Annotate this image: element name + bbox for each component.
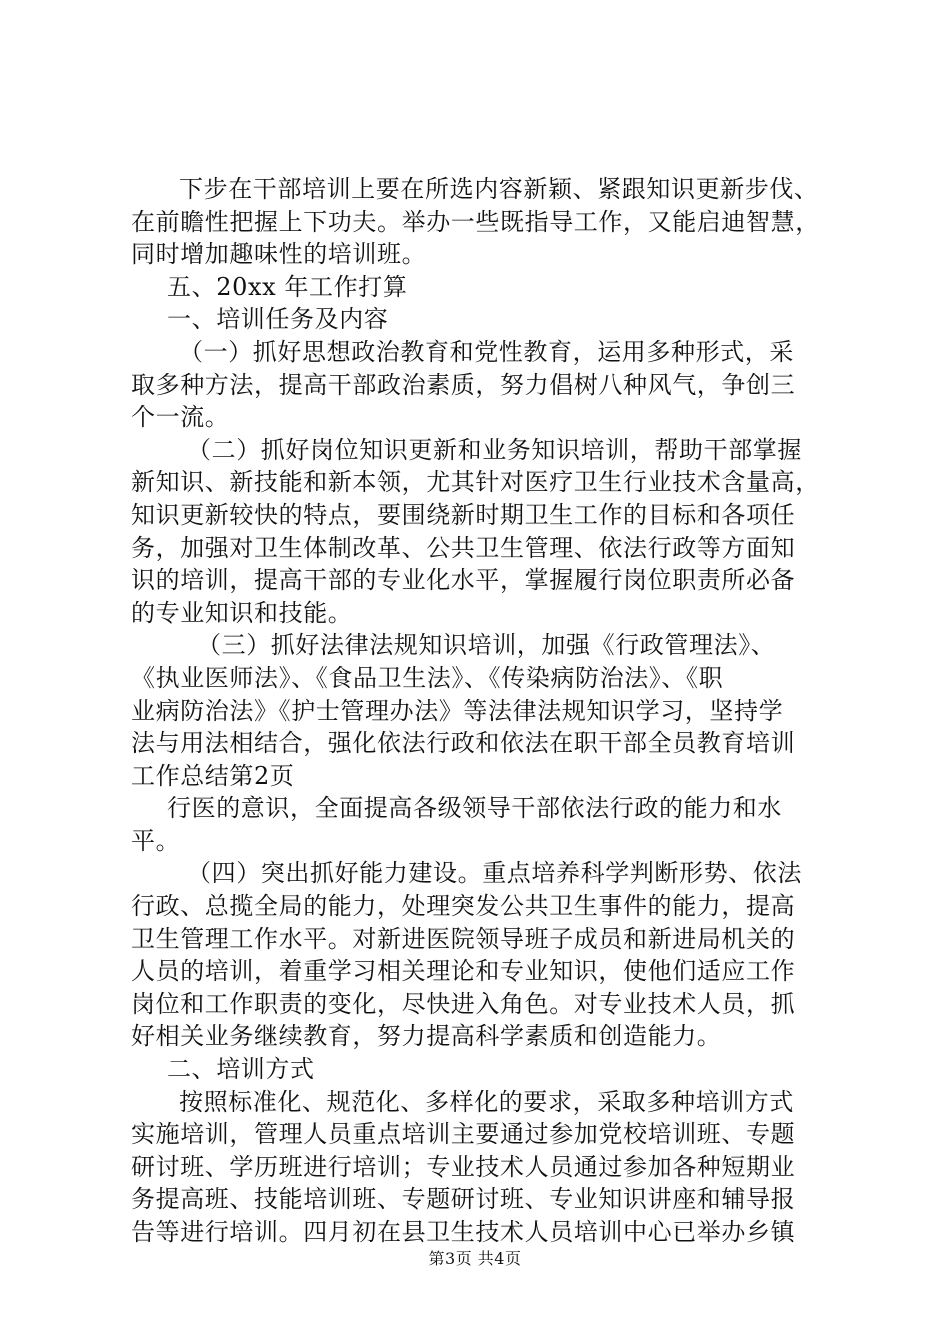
paragraph-line: 取多种方法，提高干部政治素质，努力倡树八种风气，争创三 — [131, 370, 796, 399]
page-footer — [0, 1246, 950, 1269]
paragraph-line: 在前瞻性把握上下功夫。举办一些既指导工作，又能启迪智慧， — [131, 207, 820, 236]
paragraph-line: （二）抓好岗位知识更新和业务知识培训，帮助干部掌握 — [187, 435, 802, 464]
paragraph-line: 按照标准化、规范化、多样化的要求，采取多种培训方式 — [179, 1087, 794, 1116]
paragraph-line: 务，加强对卫生体制改革、公共卫生管理、依法行政等方面知 — [131, 533, 796, 562]
section-heading: 二、培训方式 — [167, 1055, 315, 1084]
paragraph-line: 个一流。 — [131, 403, 230, 432]
paragraph-line: 告等进行培训。四月初在县卫生技术人员培训中心已举办乡镇 — [131, 1218, 796, 1246]
document-body — [131, 173, 831, 1249]
paragraph-line: 法与用法相结合，强化依法行政和依法在职干部全员教育培训 — [131, 729, 796, 758]
paragraph-line: 同时增加趣味性的培训班。 — [131, 240, 427, 269]
paragraph-line: 务提高班、技能培训班、专题研讨班、专业知识讲座和辅导报 — [131, 1185, 796, 1214]
paragraph-line: 好相关业务继续教育，努力提高科学素质和创造能力。 — [131, 1022, 722, 1051]
page-number-label: 第3页 共4页 — [428, 1249, 522, 1268]
paragraph-line: 实施培训，管理人员重点培训主要通过参加党校培训班、专题 — [131, 1120, 796, 1149]
paragraph-line: 的专业知识和技能。 — [131, 598, 353, 627]
paragraph-line: 下步在干部培训上要在所选内容新颖、紧跟知识更新步伐、 — [179, 175, 819, 203]
paragraph-line: 人员的培训，着重学习相关理论和专业知识，使他们适应工作 — [131, 957, 796, 986]
paragraph-line: （三）抓好法律法规知识培训，加强《行政管理法》、 — [197, 631, 776, 660]
section-heading: 五、20xx 年工作打算 — [167, 272, 408, 301]
paragraph-line: 岗位和工作职责的变化，尽快进入角色。对专业技术人员，抓 — [131, 989, 796, 1018]
paragraph-line: 卫生管理工作水平。对新进医院领导班子成员和新进局机关的 — [131, 924, 796, 953]
paragraph-line: 识的培训，提高干部的专业化水平，掌握履行岗位职责所必备 — [131, 566, 796, 595]
paragraph-line: 业病防治法》《护士管理办法》等法律法规知识学习，坚持学 — [131, 696, 784, 725]
paragraph-line: 《执业医师法》、《食品卫生法》、《传染病防治法》、《职 — [131, 663, 724, 692]
paragraph-line: （四）突出抓好能力建设。重点培养科学判断形势、依法 — [187, 859, 802, 888]
paragraph-line: 平。 — [131, 826, 181, 855]
section-heading: 一、培训任务及内容 — [167, 305, 389, 334]
paragraph-line: 行政、总揽全局的能力，处理突发公共卫生事件的能力，提高 — [131, 892, 796, 921]
paragraph-line: 知识更新较快的特点，要围绕新时期卫生工作的目标和各项任 — [131, 500, 796, 529]
paragraph-line: 新知识、新技能和新本领，尤其针对医疗卫生行业技术含量高， — [131, 468, 820, 497]
paragraph-line: 行医的意识，全面提高各级领导干部依法行政的能力和水 — [167, 794, 782, 823]
paragraph-line: 工作总结第2页 — [131, 761, 295, 790]
paragraph-line: （一）抓好思想政治教育和党性教育，运用多种形式，采 — [179, 337, 794, 366]
paragraph-line: 研讨班、学历班进行培训；专业技术人员通过参加各种短期业 — [131, 1152, 796, 1181]
